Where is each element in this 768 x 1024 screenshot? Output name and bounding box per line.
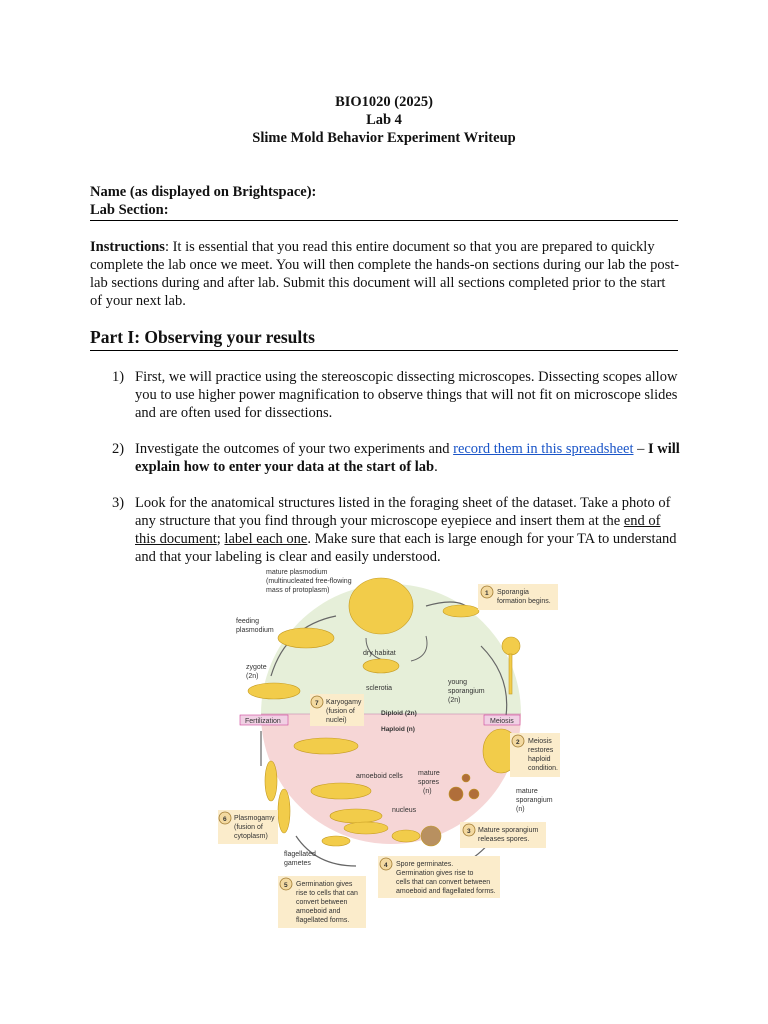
item-text: Investigate the outcomes of your two experiments and	[135, 441, 454, 457]
step-number: 5	[284, 882, 288, 889]
item-text: ;	[216, 531, 225, 547]
step-number: 2	[516, 739, 520, 746]
part1-list	[90, 368, 680, 584]
step-number: 7	[315, 700, 319, 707]
underlined-text: end of this document	[135, 513, 661, 547]
list-item	[90, 440, 680, 476]
label-young-sporangium: young sporangium (2n)	[448, 679, 485, 704]
label-mature-plasmodium: mature plasmodium (multinucleated free-flowing mass of protoplasm)	[266, 569, 352, 594]
underlined-text: label each one	[224, 531, 308, 547]
lab-section-label: Lab Section:	[90, 202, 169, 218]
step-5-text: Germination gives rise to cells that can convert between amoeboid and flagellated forms.	[296, 881, 358, 924]
item-text: Look for the anatomical structures listed in the foraging sheet of the dataset. Take a photo of any structure that you find through your microscope eyepiece and insert them at the	[135, 495, 671, 529]
step-number: 4	[384, 862, 388, 869]
label-feeding-plasmodium: feeding plasmodium	[236, 618, 274, 634]
item-number: 3)	[112, 495, 125, 511]
label-mature-sporangium: mature sporangium (n)	[516, 788, 553, 813]
step-2-text: Meiosis restores haploid condition.	[528, 738, 558, 772]
step-number: 1	[485, 590, 489, 597]
label-nucleus: nucleus	[392, 807, 417, 814]
label-sclerotia: sclerotia	[366, 685, 393, 692]
label-diploid: Diploid (2n)	[381, 710, 417, 717]
item-text: First, we will practice using the stereoscopic dissecting microscopes. Dissecting scopes allow you to use higher power magnification to observe things that will not fit on microscope slides and are often used for dissections.	[135, 369, 678, 421]
item-text: .	[434, 459, 438, 475]
step-4-text: Spore germinates. Germination gives rise to cells that can convert between amoeboid and flagellated forms.	[396, 861, 496, 895]
step-3-text: Mature sporangium releases spores.	[478, 827, 539, 843]
instructions-text: : It is essential that you read this entire document so that you are prepared to quickly complete the lab once we meet. You will then complete the hands-on sections during our lab the post-lab sections during and after lab. Submit this document will all sections completed prior to the start of your next lab.	[90, 239, 680, 309]
step-number: 6	[223, 816, 227, 823]
label-flagellated-gametes: flagellated gametes	[284, 851, 316, 867]
label-amoeboid-cells: amoeboid cells	[356, 773, 403, 780]
meiosis-label: Meiosis	[490, 718, 514, 725]
spreadsheet-link[interactable]: record them in this spreadsheet	[453, 441, 634, 457]
lab-number: Lab 4	[366, 112, 402, 128]
part1-heading: Part I: Observing your results	[90, 327, 678, 351]
fertilization-label: Fertilization	[245, 718, 281, 725]
label-mature-spores: mature spores (n)	[418, 770, 440, 795]
item-text: –	[633, 441, 648, 457]
name-label: Name (as displayed on Brightspace):	[90, 184, 317, 200]
step-6-text: Plasmogamy (fusion of cytoplasm)	[234, 815, 275, 840]
step-7-text: Karyogamy (fusion of nuclei)	[326, 699, 362, 724]
label-dry-habitat: dry habitat	[363, 650, 396, 657]
item-text: . Make sure that each is large enough for your TA to understand and that your labeling is clear and easily understood.	[135, 531, 677, 565]
course-code: BIO1020 (2025)	[335, 94, 433, 110]
student-info	[90, 183, 678, 221]
document-header	[0, 93, 768, 147]
label-zygote: zygote (2n)	[246, 664, 267, 680]
instructions-paragraph	[90, 238, 680, 310]
step-number: 3	[467, 828, 471, 835]
label-haploid: Haploid (n)	[381, 726, 415, 733]
slime-mold-life-cycle-figure	[216, 566, 566, 932]
item-number: 2)	[112, 441, 125, 457]
step-1-text: Sporangia formation begins.	[497, 589, 551, 605]
item-number: 1)	[112, 369, 125, 385]
document-title: Slime Mold Behavior Experiment Writeup	[252, 130, 516, 146]
instructions-label: Instructions	[90, 239, 165, 255]
list-item	[90, 368, 680, 422]
list-item	[90, 494, 680, 566]
item-bold-text: I will explain how to enter your data at the start of lab	[135, 441, 680, 475]
